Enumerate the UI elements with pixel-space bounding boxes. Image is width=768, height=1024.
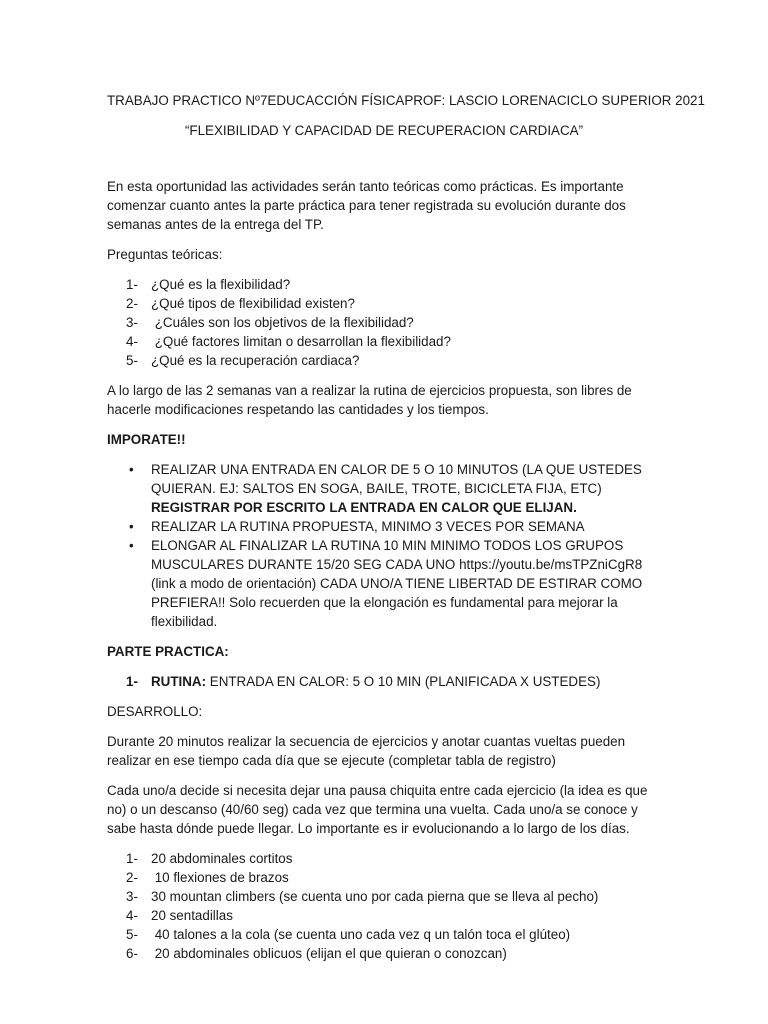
list-item	[107, 849, 662, 868]
list-item	[107, 906, 662, 925]
bullet-bold-text: REGISTRAR POR ESCRITO LA ENTRADA EN CALOR QUE ELIJAN.	[151, 500, 577, 515]
list-number: 3-	[126, 315, 138, 330]
list-item-text	[151, 460, 662, 517]
exercises-list	[107, 849, 662, 963]
list-item	[107, 536, 662, 631]
list-number: 6-	[126, 946, 138, 961]
list-item-text: ¿Cuáles son los objetivos de la flexibilidad?	[151, 315, 414, 330]
bullet-icon: •	[129, 519, 134, 534]
document-body	[107, 177, 662, 974]
list-item	[107, 351, 662, 370]
list-item-text: ¿Qué es la flexibilidad?	[151, 277, 291, 292]
development-paragraph-2: Cada uno/a decide si necesita dejar una pausa chiquita entre cada ejercicio (la idea es que no) o un descanso (40/60 seg) cada vez que termina una vuelta. Cada uno/a se conoce y sabe hasta dónde puede llegar. Lo importante es ir evolucionando a lo largo de los días.	[107, 783, 648, 836]
list-number: 2-	[126, 296, 138, 311]
document-subtitle: “FLEXIBILIDAD Y CAPACIDAD DE RECUPERACION CARDIACA”	[184, 123, 584, 138]
list-item	[107, 275, 662, 294]
list-number: 2-	[126, 870, 138, 885]
routine-description: ENTRADA EN CALOR: 5 O 10 MIN (PLANIFICADA X USTEDES)	[206, 674, 601, 689]
development-heading: DESARROLLO:	[107, 704, 203, 719]
list-number: 4-	[126, 334, 138, 349]
list-item	[107, 294, 662, 313]
document-header	[107, 91, 705, 110]
list-item-text: ¿Qué es la recuperación cardiaca?	[151, 353, 360, 368]
list-item-text: 20 abdominales oblicuos (elijan el que quieran o conozcan)	[151, 946, 507, 961]
list-item-text: REALIZAR LA RUTINA PROPUESTA, MINIMO 3 VECES POR SEMANA	[151, 519, 585, 534]
list-item	[107, 313, 662, 332]
intro-paragraph: En esta oportunidad las actividades serán tanto teóricas como prácticas. Es importante comenzar cuanto antes la parte práctica para tener registrada su evolución durante dos semanas antes de la entrega del TP.	[107, 179, 626, 232]
list-item-text: ¿Qué factores limitan o desarrollan la flexibilidad?	[151, 334, 451, 349]
development-paragraph-1: Durante 20 minutos realizar la secuencia de ejercicios y anotar cuantas vueltas pueden realizar en ese tiempo cada día que se ejecute (completar tabla de registro)	[107, 734, 626, 768]
list-number: 4-	[126, 908, 138, 923]
list-item-text: 40 talones a la cola (se cuenta uno cada vez q un talón toca el glúteo)	[151, 927, 571, 942]
list-number: 1-	[126, 851, 138, 866]
practice-heading: PARTE PRACTICA:	[107, 644, 229, 659]
questions-heading: Preguntas teóricas:	[107, 247, 223, 262]
list-number: 5-	[126, 353, 138, 368]
list-item-text: 20 sentadillas	[151, 908, 233, 923]
list-number: 5-	[126, 927, 138, 942]
bullet-text: REALIZAR UNA ENTRADA EN CALOR DE 5 O 10 MINUTOS (LA QUE USTEDES QUIERAN. EJ: SALTOS EN SOGA, BAILE, TROTE, BICICLETA FIJA, ETC)	[151, 462, 642, 496]
routine-label: RUTINA:	[151, 674, 207, 689]
important-list	[107, 460, 662, 631]
list-item-text: 20 abdominales cortitos	[151, 851, 293, 866]
list-item	[107, 887, 662, 906]
list-item-text: ELONGAR AL FINALIZAR LA RUTINA 10 MIN MINIMO TODOS LOS GRUPOS MUSCULARES DURANTE 15/20 SEG CADA UNO https://youtu.be/msTPZniCgR8 (link a modo de orientación) CADA UNO/A TIENE LIBERTAD DE ESTIRAR COMO PREFIERA!! Solo recuerden que la elongación es fundamental para mejorar la flexibilidad.	[151, 538, 643, 629]
list-number: 3-	[126, 889, 138, 904]
routine-text	[151, 672, 600, 691]
questions-list	[107, 275, 662, 370]
list-item-text: 10 flexiones de brazos	[151, 870, 289, 885]
routine-item	[107, 672, 662, 691]
list-item	[107, 868, 662, 887]
important-heading: IMPORATE!!	[107, 432, 186, 447]
list-item	[107, 332, 662, 351]
list-item	[107, 944, 662, 963]
routine-intro-paragraph: A lo largo de las 2 semanas van a realizar la rutina de ejercicios propuesta, son libres de hacerle modificaciones respetando las cantidades y los tiempos.	[107, 383, 632, 417]
list-item-text: 30 mountan climbers (se cuenta uno por cada pierna que se lleva al pecho)	[151, 889, 599, 904]
header-cycle: CICLO SUPERIOR 2021	[556, 93, 705, 108]
header-subject: EDUCACCIÓN FÍSICA	[267, 93, 405, 108]
list-number: 1-	[126, 674, 138, 689]
header-tp-number: TRABAJO PRACTICO Nº7	[107, 93, 268, 108]
list-item	[107, 517, 662, 536]
bullet-icon: •	[129, 538, 134, 553]
list-item	[107, 925, 662, 944]
list-item	[107, 460, 662, 517]
list-number: 1-	[126, 277, 138, 292]
list-item-text: ¿Qué tipos de flexibilidad existen?	[151, 296, 355, 311]
bullet-icon: •	[129, 462, 134, 477]
header-teacher: PROF: LASCIO LORENA	[404, 93, 557, 108]
